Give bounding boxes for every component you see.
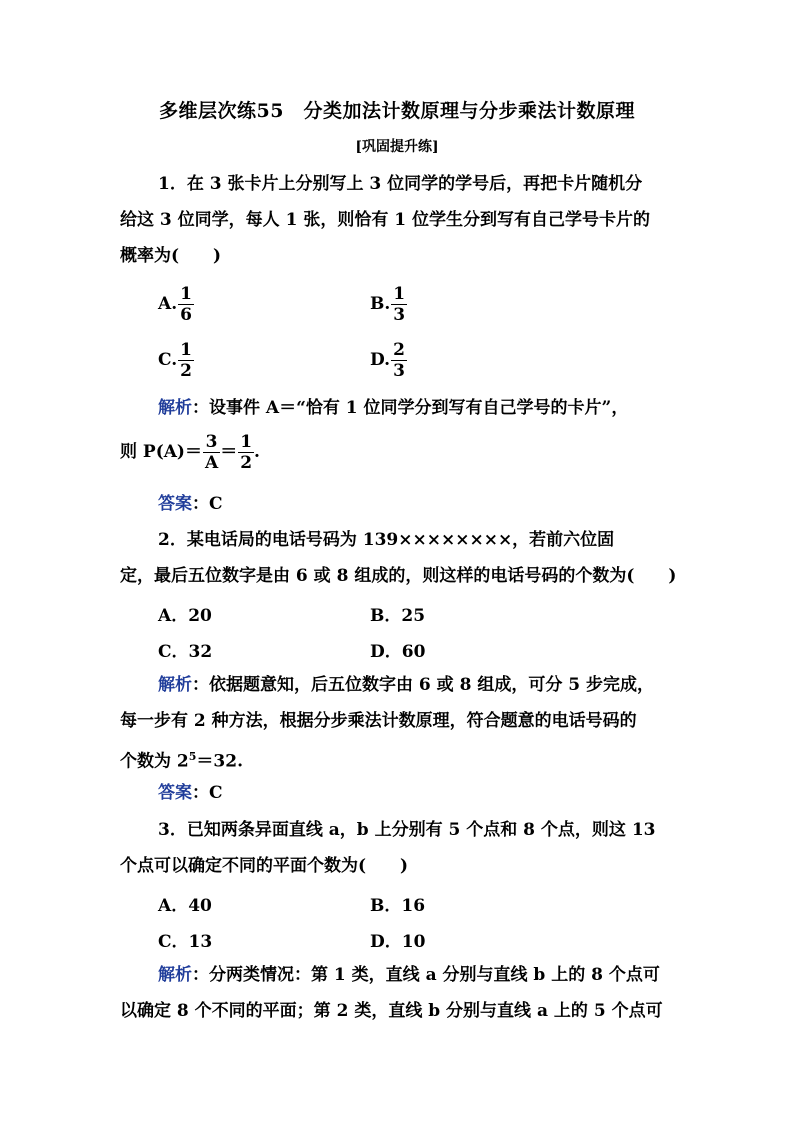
- q2-option-d: D．60: [370, 642, 426, 662]
- q2-analysis-line-2: 每一步有 2 种方法，根据分步乘法计数原理，符合题意的电话号码的: [120, 711, 637, 731]
- q3-analysis-line-2: 以确定 8 个不同的平面；第 2 类，直线 b 分别与直线 a 上的 5 个点可: [120, 1001, 663, 1021]
- analysis-label: 解析: [158, 965, 192, 985]
- q1-line-2: 给这 3 位同学，每人 1 张，则恰有 1 位学生分到写有自己学号卡片的: [120, 210, 650, 230]
- page-title: 多维层次练55 分类加法计数原理与分步乘法计数原理: [159, 100, 635, 122]
- q3-option-d: D．10: [370, 932, 426, 952]
- answer-label: 答案: [158, 783, 192, 803]
- q1-line-3: 概率为( ): [120, 246, 222, 266]
- q3-line-1: 3．已知两条异面直线 a，b 上分别有 5 个点和 8 个点，则这 13: [158, 820, 656, 840]
- q2-option-b: B．25: [370, 606, 426, 626]
- fraction: $\frac{1}{3}$: [393, 284, 406, 325]
- analysis-label: 解析: [158, 398, 192, 418]
- q2-line-2: 定，最后五位数字是由 6 或 8 组成的，则这样的电话号码的个数为( ): [120, 566, 677, 586]
- fraction: $\frac{3}{A}$: [204, 432, 219, 473]
- analysis-label: 解析: [158, 675, 192, 695]
- q3-option-a: A．40: [158, 896, 212, 916]
- fraction: $\frac{1}{2}$: [240, 432, 253, 473]
- q1-analysis-line-2: 则 P(A)＝ $\frac{3}{A}$ ＝ $\frac{1}{2}$ .: [120, 432, 260, 473]
- q1-line-1: 1．在 3 张卡片上分别写上 3 位同学的学号后，再把卡片随机分: [158, 174, 643, 194]
- q1-option-b: B. $\frac{1}{3}$: [370, 284, 406, 325]
- fraction: $\frac{2}{3}$: [393, 340, 405, 381]
- q1-answer: 答案：C: [158, 494, 223, 514]
- q3-analysis-line-1: 解析：分两类情况：第 1 类，直线 a 分别与直线 b 上的 8 个点可: [158, 965, 660, 985]
- q1-analysis-line-1: 解析：设事件 A＝“恰有 1 位同学分到写有自己学号的卡片”，: [158, 398, 629, 418]
- fraction: $\frac{1}{6}$: [180, 284, 192, 325]
- q2-analysis-line-1: 解析：依据题意知，后五位数字由 6 或 8 组成，可分 5 步完成，: [158, 675, 654, 695]
- q2-line-1: 2．某电话局的电话号码为 139××××××××，若前六位固: [158, 530, 615, 550]
- q2-option-c: C．32: [158, 642, 213, 662]
- q1-option-d: D. $\frac{2}{3}$: [370, 340, 405, 381]
- answer-label: 答案: [158, 494, 192, 514]
- q3-line-2: 个点可以确定不同的平面个数为( ): [120, 856, 409, 876]
- q3-option-c: C．13: [158, 932, 213, 952]
- fraction: $\frac{1}{2}$: [180, 340, 192, 381]
- q1-option-c: C. $\frac{1}{2}$: [158, 340, 192, 381]
- q3-option-b: B．16: [370, 896, 426, 916]
- q1-option-a: A. $\frac{1}{6}$: [158, 284, 192, 325]
- q2-answer: 答案：C: [158, 783, 223, 803]
- section-subtitle: [巩固提升练]: [355, 139, 439, 155]
- q2-analysis-line-3: 个数为 $2^5=32$.: [120, 750, 243, 772]
- q2-option-a: A．20: [158, 606, 212, 626]
